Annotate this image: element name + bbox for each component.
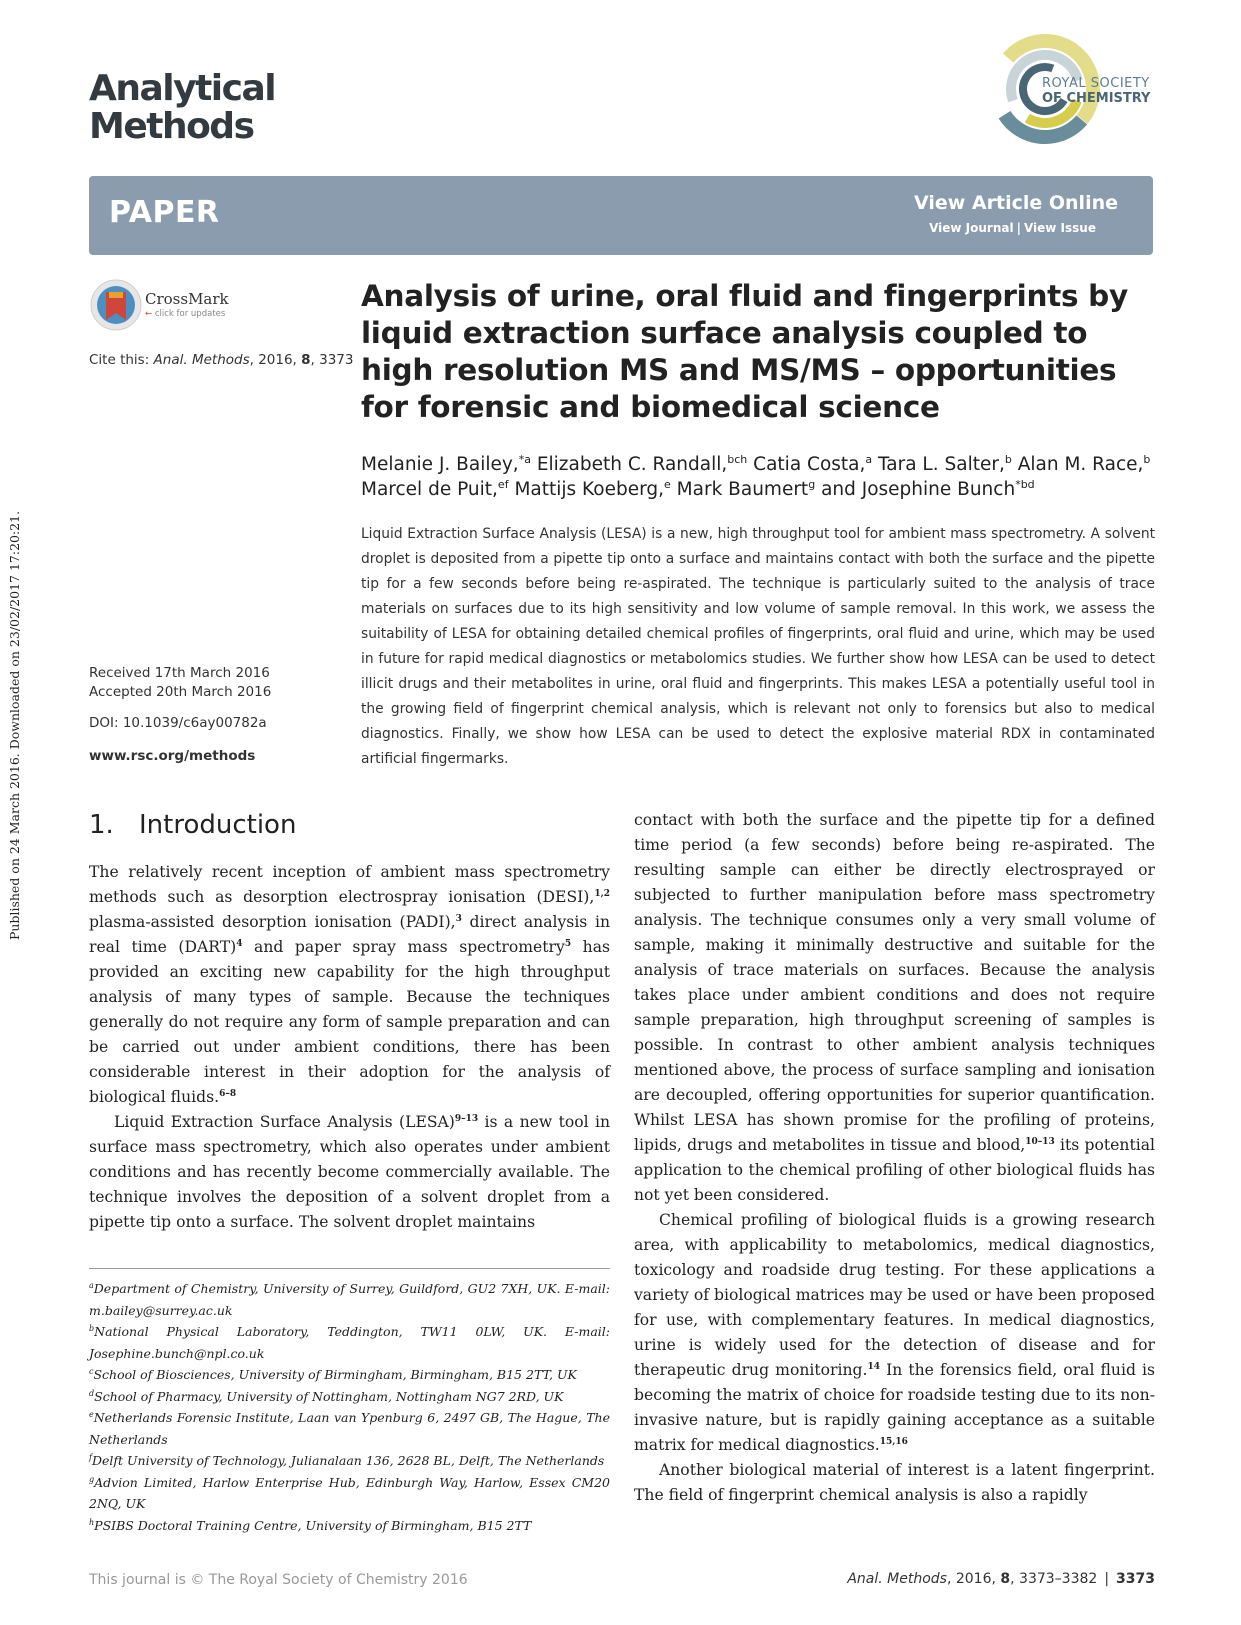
journal-name-line2: Methods — [89, 106, 254, 147]
crossmark-icon — [89, 278, 143, 332]
author: Elizabeth C. Randall, — [536, 454, 728, 475]
author: Melanie J. Bailey, — [361, 454, 519, 475]
reference-citation[interactable]: 1,2 — [594, 889, 610, 899]
author: Tara L. Salter, — [878, 454, 1005, 475]
cite-prefix: Cite this: — [89, 352, 154, 368]
crossmark-subtitle-text: click for updates — [154, 309, 226, 319]
footer-journal: Anal. Methods — [847, 1571, 947, 1587]
reference-citation[interactable]: 4 — [236, 939, 243, 949]
view-links-separator: | — [1016, 221, 1021, 235]
reference-citation[interactable]: 3 — [455, 914, 462, 924]
arrow-left-icon: ← — [145, 309, 155, 319]
reference-citation[interactable]: 6–8 — [219, 1089, 237, 1099]
author: Alan M. Race, — [1017, 454, 1144, 475]
article-title: Analysis of urine, oral fluid and fingerprints by liquid extraction surface analysis coupled to high resolution MS and MS/MS – opportunities for forensic and biomedical science — [361, 279, 1128, 424]
footnote: $^b$National Physical Laboratory, Teddington, TW11 0LW, UK. E-mail: Josephine.bunch@npl.co.uk — [89, 1324, 610, 1361]
author-affiliation: *bd — [1015, 478, 1035, 491]
author-affiliation: b — [1143, 453, 1151, 466]
section-title: Introduction — [139, 810, 297, 840]
view-issue-link[interactable]: View Issue — [1023, 221, 1096, 235]
crossmark-badge[interactable] — [89, 278, 249, 334]
author-list — [361, 452, 1161, 502]
paragraph: Liquid Extraction Surface Analysis (LESA)$^{9-13}$ is a new tool in surface mass spectrometry, which also operates under ambient conditions and has recently become commercially available. The technique involves the deposition of a solvent droplet from a pipette tip onto a surface. The solvent droplet maintains — [89, 1113, 611, 1231]
cite-year: , 2016, — [249, 352, 302, 368]
affiliation-footnotes — [89, 1278, 610, 1536]
paragraph: The relatively recent inception of ambient mass spectrometry methods such as desorption electrospray ionisation (DESI),$^{1,2}$ plasma-assisted desorption ionisation (PADI),$^3$ direct analysis in real time (DART)$^4$ and paper spray mass spectrometry$^5$ has provided an exciting new capability for the high throughput analysis of many types of sample. Because the techniques generally do not require any form of sample preparation and can be carried out under ambient conditions, there has been considerable interest in their adoption for the analysis of biological fluids.$^{6-8}$ — [89, 863, 611, 1106]
author-affiliation: ef — [497, 478, 509, 491]
paragraph: Another biological material of interest is a latent fingerprint. The field of fingerprint chemical analysis is also a rapidly — [634, 1461, 1155, 1504]
cite-this — [89, 352, 354, 368]
footnote: $^e$Netherlands Forensic Institute, Laan van Ypenburg 6, 2497 GB, The Hague, The Netherlands — [89, 1410, 610, 1447]
author-affiliation: e — [664, 478, 671, 491]
doi[interactable]: DOI: 10.1039/c6ay00782a — [89, 715, 267, 731]
reference-citation[interactable]: 10–13 — [1025, 1137, 1055, 1147]
footnote: $^a$Department of Chemistry, University of Surrey, Guildford, GU2 7XH, UK. E-mail: m.bailey@surrey.ac.uk — [89, 1281, 610, 1318]
author: Mattijs Koeberg, — [514, 479, 664, 500]
publication-stamp — [6, 478, 24, 938]
view-links — [929, 221, 1096, 235]
footnote: $^h$PSIBS Doctoral Training Centre, University of Birmingham, B15 2TT — [89, 1517, 532, 1533]
view-journal-link[interactable]: View Journal — [929, 221, 1014, 235]
section-heading-introduction — [89, 810, 296, 840]
publication-stamp-text: Published on 24 March 2016. Downloaded on 23/02/2017 17:20:21. — [7, 510, 22, 940]
page-number: 3373 — [1116, 1571, 1155, 1587]
journal-url[interactable]: www.rsc.org/methods — [89, 748, 256, 764]
author-affiliation: g — [808, 478, 816, 491]
footnote: $^f$Delft University of Technology, Julianalaan 136, 2628 BL, Delft, The Netherlands — [89, 1453, 605, 1468]
rsc-logo-line2: OF CHEMISTRY — [1042, 91, 1151, 106]
crossmark-title: CrossMark — [145, 290, 229, 308]
author-affiliation: bch — [727, 453, 748, 466]
article-dates — [89, 664, 271, 702]
author-affiliation: *a — [518, 453, 531, 466]
journal-name — [89, 70, 275, 146]
body-column-left — [89, 860, 610, 1235]
author-affiliation: a — [865, 453, 873, 466]
reference-citation[interactable]: 9–13 — [454, 1114, 479, 1124]
author: Marcel de Puit, — [361, 479, 498, 500]
footer-year: , 2016, — [946, 1571, 1001, 1587]
reference-citation[interactable]: 5 — [564, 939, 572, 949]
crossmark-subtitle — [145, 309, 225, 319]
page-citation-footer — [847, 1571, 1155, 1587]
author: Mark Baumert — [676, 479, 809, 500]
journal-name-line1: Analytical — [89, 68, 276, 109]
rsc-logo-text — [1042, 76, 1150, 106]
rsc-logo-line1: ROYAL SOCIETY — [1042, 76, 1150, 91]
author: and Josephine Bunch — [821, 479, 1016, 500]
rsc-logo — [990, 34, 1170, 144]
footer-separator: | — [1104, 1571, 1110, 1587]
copyright-footer: This journal is © The Royal Society of Chemistry 2016 — [89, 1572, 468, 1588]
view-article-online-link[interactable]: View Article Online — [914, 192, 1118, 214]
reference-citation[interactable]: 14 — [867, 1362, 880, 1372]
abstract: Liquid Extraction Surface Analysis (LESA) is a new, high throughput tool for ambient mass spectrometry. A solvent droplet is deposited from a pipette tip onto a surface and maintains contact with both the surface and the pipette tip for a few seconds before being re-aspirated. The technique is particularly suited to the analysis of trace materials on surfaces due to its high sensitivity and low volume of sample removal. In this work, we assess the suitability of LESA for obtaining detailed chemical profiles of fingerprints, oral fluid and urine, which may be used in future for rapid medical diagnostics or metabolomics studies. We further show how LESA can be used to detect illicit drugs and their metabolites in urine, oral fluid and fingerprints. This makes LESA a potentially useful tool in the growing field of fingerprint chemical analysis, which is relevant not only to forensics but also to medical diagnostics. Finally, we show how LESA can be used to detect the explosive material RDX in contaminated artificial fingermarks. — [361, 526, 1155, 767]
footer-volume: 8 — [1000, 1571, 1011, 1587]
author: Catia Costa, — [753, 454, 866, 475]
body-column-right — [634, 808, 1155, 1508]
paragraph: contact with both the surface and the pipette tip for a defined time period (a few seconds) before being re-aspirated. The resulting sample can either be directly electrosprayed or subjected to further manipulation before mass spectrometry analysis. The technique consumes only a very small volume of sample, making it minimally destructive and suitable for the analysis of trace materials on surfaces. Because the analysis takes place under ambient conditions and does not require sample preparation, high throughput screening of samples is possible. In contrast to other ambient analysis techniques mentioned above, the process of surface sampling and ionisation are decoupled, offering opportunities for superior quantification. Whilst LESA has shown promise for the profiling of proteins, lipids, drugs and metabolites in tissue and blood,$^{10-13}$ its potential application to the chemical profiling of other biological fluids has not yet been considered. — [634, 811, 1155, 1204]
cite-journal: Anal. Methods — [153, 352, 250, 368]
section-number: 1. — [89, 810, 114, 840]
footnote: $^d$School of Pharmacy, University of Nottingham, Nottingham NG7 2RD, UK — [89, 1388, 564, 1404]
footnote-divider — [89, 1268, 610, 1269]
article-type-label: PAPER — [109, 195, 220, 230]
author-affiliation: b — [1004, 453, 1012, 466]
received-date: Received 17th March 2016 — [89, 665, 270, 681]
accepted-date: Accepted 20th March 2016 — [89, 684, 272, 700]
reference-citation[interactable]: 15,16 — [879, 1437, 908, 1447]
footer-pages: , 3373–3382 — [1010, 1571, 1098, 1587]
paper-banner — [89, 176, 1153, 255]
cite-volume: 8 — [301, 352, 311, 368]
footnote: $^c$School of Biosciences, University of Birmingham, Birmingham, B15 2TT, UK — [89, 1367, 577, 1382]
paragraph: Chemical profiling of biological fluids is a growing research area, with applicability to metabolomics, medical diagnostics, toxicology and roadside drug testing. For these applications a variety of biological matrices may be used or have been proposed for use, with complementary features. In medical diagnostics, urine is widely used for the detection of disease and for therapeutic drug monitoring.$^{14}$ In the forensics field, oral fluid is becoming the matrix of choice for roadside testing due to its non-invasive nature, but is rapidly gaining acceptance as a suitable matrix for medical diagnostics.$^{15,16}$ — [634, 1211, 1155, 1454]
cite-page: , 3373 — [310, 352, 354, 368]
footnote: $^g$Advion Limited, Harlow Enterprise Hub, Edinburgh Way, Harlow, Essex CM20 2NQ, UK — [89, 1474, 610, 1511]
